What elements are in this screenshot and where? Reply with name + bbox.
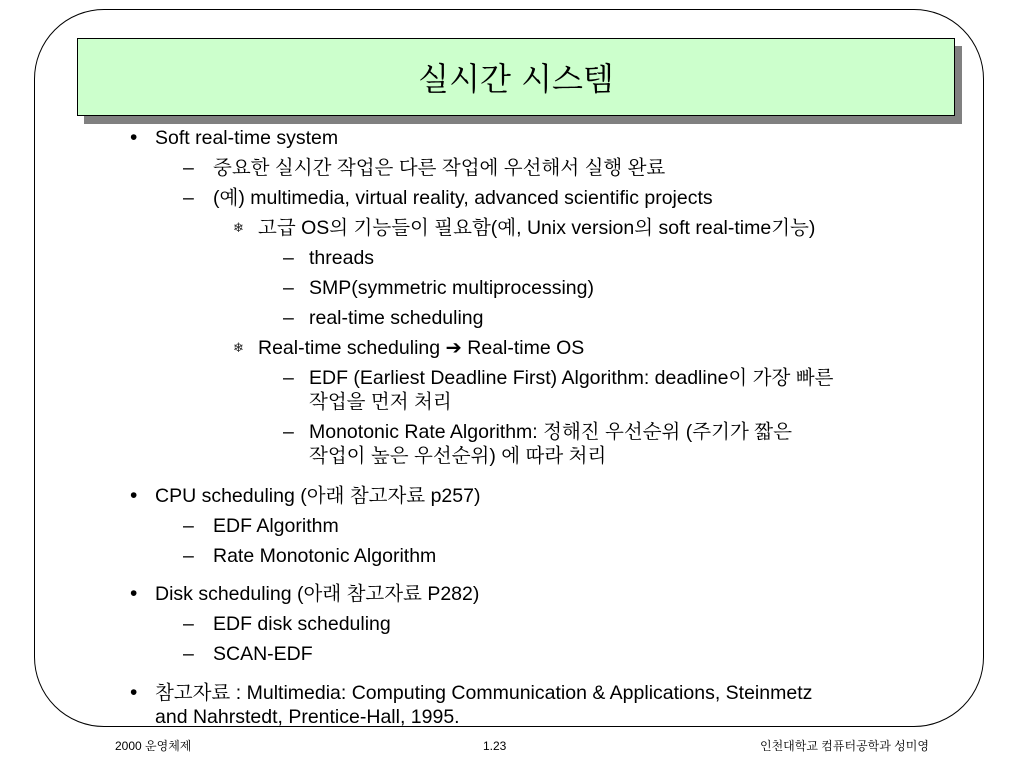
dash-icon: – xyxy=(283,367,294,389)
dash-icon: – xyxy=(283,421,294,443)
os-feature-threads: threads xyxy=(309,247,375,269)
footer-page-number: 1.23 xyxy=(483,739,507,753)
monotonic-line-1: Monotonic Rate Algorithm: 정해진 우선순위 (주기가 짧은 xyxy=(309,421,792,443)
os-feature-scheduling: real-time scheduling xyxy=(309,307,484,329)
reference-line-1: 참고자료 : Multimedia: Computing Communication & Applications, Steinmetz xyxy=(155,682,813,704)
bullet-icon: • xyxy=(130,681,138,704)
soft-item-2: (예) multimedia, virtual reality, advanced scientific projects xyxy=(213,187,713,209)
dash-icon: – xyxy=(183,187,194,209)
disk-item-2: SCAN-EDF xyxy=(213,643,313,665)
rt-scheduling-heading xyxy=(258,336,584,360)
os-features-heading: 고급 OS의 기능들이 필요함(예, Unix version의 soft real-time기능) xyxy=(258,217,816,239)
rt-scheduling-right: Real-time OS xyxy=(467,337,585,359)
footer-course: 2000 운영체제 xyxy=(115,739,192,753)
dash-icon: – xyxy=(283,307,294,329)
slide-title: 실시간 시스템 xyxy=(418,60,614,98)
edf-line-2: 작업을 먼저 처리 xyxy=(309,391,452,413)
arrow-right-icon: ➔ xyxy=(445,337,462,359)
cpu-item-2: Rate Monotonic Algorithm xyxy=(213,545,437,567)
dash-icon: – xyxy=(183,157,194,179)
dash-icon: – xyxy=(283,277,294,299)
dash-icon: – xyxy=(183,515,194,537)
reference-line-2: and Nahrstedt, Prentice-Hall, 1995. xyxy=(155,706,460,728)
disk-scheduling-heading: Disk scheduling (아래 참고자료 P282) xyxy=(155,583,480,605)
cpu-scheduling-heading: CPU scheduling (아래 참고자료 p257) xyxy=(155,485,481,507)
cpu-item-1: EDF Algorithm xyxy=(213,515,339,537)
dash-icon: – xyxy=(183,613,194,635)
snowflake-icon: ❄ xyxy=(233,220,244,235)
monotonic-line-2: 작업이 높은 우선순위) 에 따라 처리 xyxy=(309,445,607,467)
footer-author: 인천대학교 컴퓨터공학과 성미영 xyxy=(760,739,929,753)
title-box xyxy=(77,38,955,116)
dash-icon: – xyxy=(183,545,194,567)
snowflake-icon: ❄ xyxy=(233,340,244,355)
dash-icon: – xyxy=(183,643,194,665)
bullet-icon: • xyxy=(130,582,138,605)
soft-realtime-heading: Soft real-time system xyxy=(155,127,339,149)
rt-scheduling-left: Real-time scheduling xyxy=(258,337,441,359)
edf-line-1: EDF (Earliest Deadline First) Algorithm: deadline이 가장 빠른 xyxy=(309,367,834,389)
bullet-icon: • xyxy=(130,484,138,507)
os-feature-smp: SMP(symmetric multiprocessing) xyxy=(309,277,594,299)
dash-icon: – xyxy=(283,247,294,269)
disk-item-1: EDF disk scheduling xyxy=(213,613,391,635)
bullet-icon: • xyxy=(130,126,138,149)
soft-item-1: 중요한 실시간 작업은 다른 작업에 우선해서 실행 완료 xyxy=(213,157,666,179)
